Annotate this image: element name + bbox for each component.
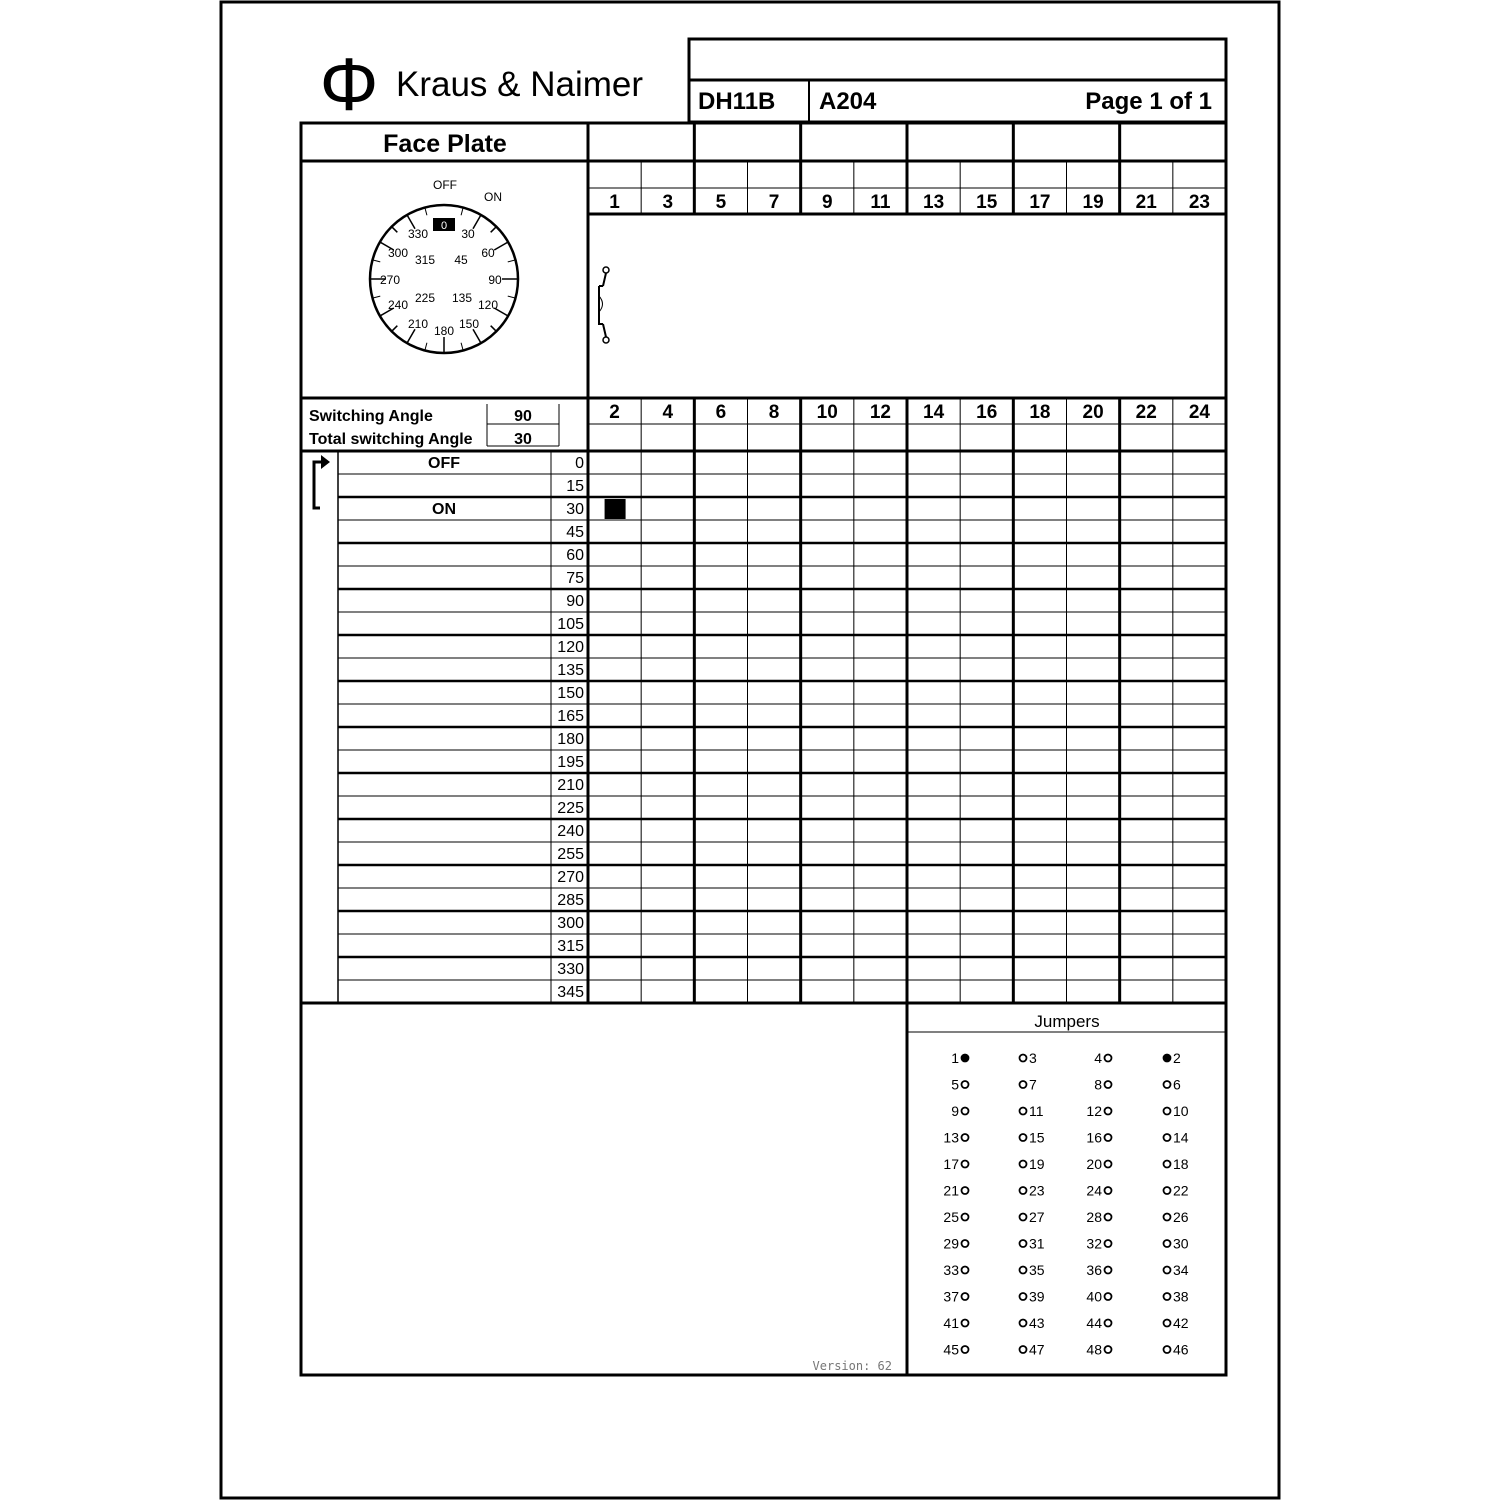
jumper-dot: [1105, 1081, 1112, 1088]
dial-label-90: 90: [488, 273, 502, 287]
position-angle: 75: [566, 570, 584, 587]
jumper-dot: [1164, 1320, 1171, 1327]
terminal-top-label: 21: [1135, 192, 1157, 213]
jumper-dot: [1164, 1346, 1171, 1353]
dial-label-270: 270: [379, 273, 401, 287]
dial-label-45: 45: [454, 253, 468, 267]
terminal-top-label: 1: [609, 192, 620, 213]
jumper-dot: [1164, 1240, 1171, 1247]
jumper-label: 10: [1173, 1103, 1189, 1119]
jumper-label: 39: [1029, 1288, 1045, 1305]
jumper-dot: [962, 1240, 969, 1247]
jumper-label: 35: [1029, 1262, 1045, 1278]
jumper-label: 23: [1029, 1182, 1045, 1199]
jumper-dot: [1020, 1214, 1027, 1221]
jumper-dot: [962, 1187, 969, 1194]
position-angle: 135: [557, 662, 584, 679]
dial-label-225: 225: [414, 291, 436, 305]
position-angle: 330: [557, 961, 584, 978]
jumper-label: 42: [1173, 1315, 1189, 1331]
terminal-bottom-label: 12: [869, 402, 891, 423]
jumper-label: 19: [1029, 1156, 1045, 1172]
terminal-top-label: 3: [662, 192, 674, 213]
jumper-label: 8: [1094, 1076, 1102, 1093]
jumper-label: 14: [1173, 1129, 1189, 1146]
position-angle: 300: [557, 915, 584, 932]
jumper-label: 40: [1086, 1288, 1102, 1305]
jumper-dot: [1020, 1187, 1027, 1194]
position-angle: 60: [566, 547, 584, 564]
jumper-dot: [1164, 1161, 1171, 1168]
jumper-dot: [1105, 1267, 1112, 1274]
switching-angle-value: 90: [514, 408, 532, 425]
jumper-label: 43: [1029, 1315, 1045, 1331]
jumper-dot: [962, 1267, 969, 1274]
switching-angle-label: Switching Angle: [309, 408, 433, 425]
jumper-label: 24: [1086, 1182, 1102, 1199]
page-indicator: Page 1 of 1: [1085, 88, 1212, 115]
jumper-dot: [962, 1134, 969, 1141]
dial-label-300: 300: [387, 246, 409, 260]
phi-logo-icon: Φ: [319, 43, 379, 126]
jumper-dot: [1105, 1320, 1112, 1327]
jumper-dot: [1105, 1055, 1112, 1062]
position-angle: 240: [557, 823, 584, 840]
jumper-dot: [1020, 1320, 1027, 1327]
brand-name: Kraus & Naimer: [396, 65, 644, 104]
jumper-dot: [962, 1081, 969, 1088]
dial-label-30: 30: [461, 227, 475, 241]
jumper-label: 21: [943, 1182, 959, 1199]
dial-label-60: 60: [481, 246, 495, 260]
jumper-dot: [1105, 1214, 1112, 1221]
position-angle: 255: [557, 846, 584, 863]
terminal-bottom-label: 18: [1029, 402, 1051, 423]
jumper-dot: [1164, 1055, 1171, 1062]
jumper-label: 38: [1173, 1288, 1189, 1305]
contact-marks: [605, 499, 626, 519]
jumper-label: 20: [1086, 1156, 1102, 1172]
terminal-top-label: 5: [715, 192, 727, 213]
terminal-top-label: 23: [1188, 192, 1210, 213]
jumper-label: 2: [1173, 1050, 1181, 1066]
jumper-label: 6: [1173, 1076, 1181, 1093]
face-plate-title: Face Plate: [383, 130, 507, 158]
version-label: Version: 62: [812, 1359, 892, 1373]
jumper-label: 34: [1173, 1262, 1189, 1278]
position-angle: 15: [566, 478, 584, 495]
total-angle-value: 30: [514, 431, 532, 448]
jumper-dot: [962, 1320, 969, 1327]
terminal-top-label: 13: [923, 192, 945, 213]
position-angle: 225: [557, 800, 584, 817]
jumper-label: 1: [951, 1050, 959, 1066]
jumper-label: 37: [943, 1288, 959, 1305]
jumper-label: 12: [1086, 1103, 1102, 1119]
position-angle: 105: [557, 616, 584, 633]
closed-contact-mark: [605, 499, 626, 519]
jumper-dot: [1105, 1346, 1112, 1353]
position-angle: 90: [566, 593, 584, 610]
jumper-label: 31: [1029, 1235, 1045, 1252]
jumper-label: 44: [1086, 1315, 1102, 1331]
dial-label-0: 0: [440, 220, 448, 232]
terminal-top-label: 9: [821, 192, 833, 213]
jumper-dot: [1020, 1108, 1027, 1115]
jumper-dot: [962, 1161, 969, 1168]
position-angle: 30: [566, 501, 584, 518]
terminal-bottom-label: 8: [768, 402, 780, 423]
terminal-bottom-label: 16: [976, 402, 998, 423]
dial-label-120: 120: [477, 298, 499, 312]
jumper-dot: [1105, 1108, 1112, 1115]
jumper-label: 32: [1086, 1235, 1102, 1252]
jumper-label: 45: [943, 1341, 959, 1358]
jumper-dot: [1164, 1214, 1171, 1221]
dial-label-210: 210: [407, 317, 429, 331]
jumper-label: 5: [951, 1076, 959, 1093]
jumper-dot: [1105, 1187, 1112, 1194]
jumper-dot: [1020, 1240, 1027, 1247]
jumper-dot: [1020, 1346, 1027, 1353]
jumper-label: 48: [1086, 1341, 1102, 1358]
jumper-dot: [1020, 1267, 1027, 1274]
terminal-top-label: 19: [1082, 192, 1104, 213]
jumper-label: 46: [1173, 1341, 1189, 1358]
terminal-bottom-label: 4: [662, 402, 674, 423]
jumper-dot: [1164, 1108, 1171, 1115]
position-angle: 150: [557, 685, 584, 702]
jumper-label: 36: [1086, 1262, 1102, 1278]
jumper-dot: [1020, 1134, 1027, 1141]
jumper-dot: [962, 1346, 969, 1353]
jumper-dot: [962, 1108, 969, 1115]
jumper-label: 41: [943, 1315, 959, 1331]
dial-label-180: 180: [433, 324, 455, 338]
jumper-label: 13: [943, 1129, 959, 1146]
type-code: DH11B: [698, 88, 776, 115]
position-angle: 165: [557, 708, 584, 725]
dial-label-330: 330: [407, 227, 429, 241]
dial-off-label: OFF: [433, 178, 457, 192]
terminal-bottom-label: 22: [1135, 402, 1157, 423]
jumper-label: 16: [1086, 1129, 1102, 1146]
jumper-label: 9: [951, 1103, 959, 1119]
position-angle: 345: [557, 984, 584, 1001]
jumper-dot: [1164, 1081, 1171, 1088]
jumper-label: 29: [943, 1235, 959, 1252]
terminal-bottom-label: 24: [1188, 402, 1210, 423]
terminal-bottom-label: 20: [1082, 402, 1104, 423]
jumper-dot: [1164, 1293, 1171, 1300]
jumper-dot: [1105, 1240, 1112, 1247]
terminal-bottom-label: 10: [816, 402, 838, 423]
jumper-label: 4: [1094, 1050, 1102, 1066]
jumper-dot: [1105, 1293, 1112, 1300]
position-angle: 45: [566, 524, 584, 541]
position-angle: 210: [557, 777, 584, 794]
jumpers-title: Jumpers: [1034, 1012, 1100, 1031]
jumper-dot: [1105, 1134, 1112, 1141]
terminal-top-label: 15: [976, 192, 998, 213]
jumper-label: 26: [1173, 1209, 1189, 1225]
jumper-dot: [1164, 1134, 1171, 1141]
jumper-label: 18: [1173, 1156, 1189, 1172]
position-angle: 195: [557, 754, 584, 771]
total-angle-label: Total switching Angle: [309, 431, 473, 448]
program-code: A204: [819, 88, 877, 115]
jumper-label: 7: [1029, 1076, 1037, 1093]
jumper-label: 3: [1029, 1050, 1037, 1066]
jumper-dot: [1020, 1081, 1027, 1088]
jumper-dot: [962, 1055, 969, 1062]
jumper-dot: [1020, 1055, 1027, 1062]
jumper-dot: [1164, 1267, 1171, 1274]
jumper-dot: [962, 1214, 969, 1221]
position-angle: 120: [557, 639, 584, 656]
jumper-dot: [1020, 1293, 1027, 1300]
jumper-dot: [1020, 1161, 1027, 1168]
terminal-bottom-label: 6: [715, 402, 727, 423]
dial-on-label: ON: [484, 190, 502, 204]
jumper-label: 22: [1173, 1182, 1189, 1199]
position-angle: 285: [557, 892, 584, 909]
jumper-dot: [1105, 1161, 1112, 1168]
jumper-label: 15: [1029, 1129, 1045, 1146]
dial-label-150: 150: [458, 317, 480, 331]
jumper-label: 11: [1029, 1103, 1044, 1119]
jumper-label: 30: [1173, 1235, 1189, 1252]
jumper-label: 17: [943, 1156, 959, 1172]
dial-label-135: 135: [451, 291, 473, 305]
terminal-top-label: 11: [870, 192, 891, 213]
position-angle: 0: [575, 455, 584, 472]
position-angle: 315: [557, 938, 584, 955]
jumper-label: 47: [1029, 1341, 1045, 1358]
jumper-label: 28: [1086, 1209, 1102, 1225]
terminal-bottom-label: 14: [923, 402, 945, 423]
terminal-top-label: 7: [768, 192, 780, 213]
terminal-top-label: 17: [1029, 192, 1051, 213]
dial-label-315: 315: [414, 253, 436, 267]
position-angle: 180: [557, 731, 584, 748]
position-label: ON: [432, 501, 456, 518]
dial-label-240: 240: [387, 298, 409, 312]
jumper-dot: [962, 1293, 969, 1300]
jumper-label: 25: [943, 1209, 959, 1225]
jumper-dot: [1164, 1187, 1171, 1194]
jumper-label: 33: [943, 1262, 959, 1278]
position-angle: 270: [557, 869, 584, 886]
jumper-label: 27: [1029, 1209, 1045, 1225]
position-label: OFF: [428, 455, 460, 472]
terminal-bottom-label: 2: [609, 402, 620, 423]
